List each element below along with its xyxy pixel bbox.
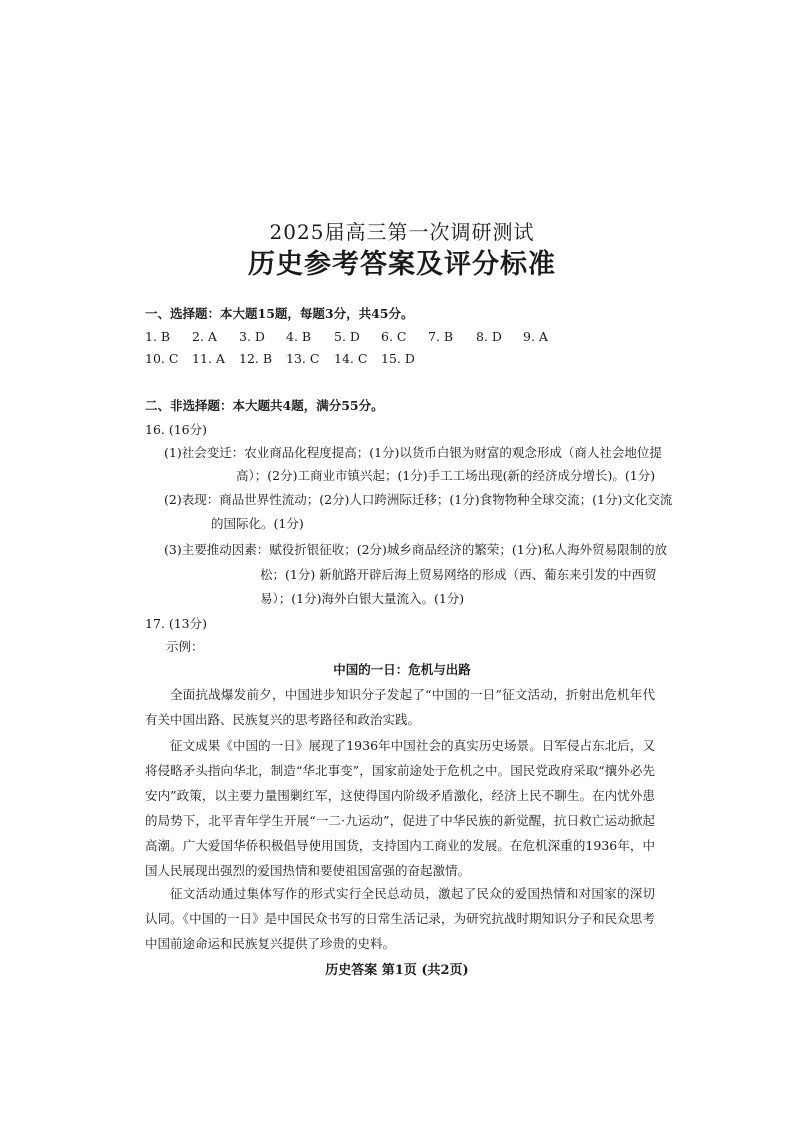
q17-label: 17. (13分) — [145, 616, 208, 631]
section1-heading: 一、选择题：本大题15题，每题3分，共45分。 — [145, 306, 414, 321]
answer-item: 6. C — [381, 329, 407, 344]
q16-part1-line2: 高）；(2分)工商业市镇兴起；(1分)手工工场出现(新的经济成分增长)。(1分) — [236, 468, 656, 483]
answer-item: 2. A — [192, 329, 217, 344]
q16-part1-line1: (1)社会变迁：农业商品化程度提高；(1分)以货币白银为财富的观念形成（商人社会地位提 — [164, 445, 662, 460]
q16-part3-line1: (3)主要推动因素：赋役折银征收；(2分)城乡商品经济的繁荣；(1分)私人海外贸易限制的放 — [164, 542, 668, 557]
answer-item: 4. B — [286, 329, 312, 344]
answer-item: 11. A — [192, 351, 225, 366]
answer-item: 9. A — [523, 329, 548, 344]
exam-title: 2025届高三第一次调研测试 — [269, 220, 535, 244]
q16-label: 16. (16分) — [145, 422, 208, 437]
answer-item: 13. C — [286, 351, 320, 366]
essay-title: 中国的一日：危机与出路 — [333, 662, 471, 677]
answer-item: 14. C — [334, 351, 368, 366]
answer-item: 8. D — [476, 329, 502, 344]
answer-item: 10. C — [145, 351, 179, 366]
answer-item: 12. B — [239, 351, 273, 366]
answer-item: 1. B — [145, 329, 171, 344]
answer-item: 5. D — [334, 329, 360, 344]
section2-heading: 二、非选择题：本大题共4题，满分55分。 — [145, 398, 384, 413]
q17-example-label: 示例： — [166, 639, 204, 654]
q16-part2-line1: (2)表现：商品世界性流动；(2分)人口跨洲际迁移；(1分)食物物种全球交流；(1分)文化交流 — [164, 492, 673, 507]
answer-item: 7. B — [428, 329, 454, 344]
answer-item: 3. D — [239, 329, 265, 344]
q16-part2-line2: 的国际化。(1分) — [211, 516, 304, 531]
essay-paragraph-3: 征文活动通过集体写作的形式实行全民总动员，激起了民众的爱国热情和对国家的深切认同。《中国的一日》是中国民众书写的日常生活记录，为研究抗战时期知识分子和民众思考中国前途命运和民族复兴提供了珍贵的史料。 — [145, 886, 655, 951]
q16-part3-line2: 松；(1分) 新航路开辟后海上贸易网络的形成（西、葡东来引发的中西贸 — [260, 567, 657, 582]
document-title: 历史参考答案及评分标准 — [248, 249, 556, 280]
page-footer: 历史答案 第1页 (共2页) — [325, 963, 469, 978]
answer-item: 15. D — [381, 351, 415, 366]
essay-paragraph-1: 全面抗战爆发前夕，中国进步知识分子发起了“中国的一日”征文活动，折射出危机年代有关中国出路、民族复兴的思考路径和政治实践。 — [145, 687, 655, 727]
essay-paragraph-2: 征文成果《中国的一日》展现了1936年中国社会的真实历史场景。日军侵占东北后，又将侵略矛头指向华北，制造“华北事变”，国家前途处于危机之中。国民党政府采取“攘外必先安内”政策，以主要力量围剿红军，这使得国内阶级矛盾激化，经济上民不聊生。在内忧外患的局势下，北平青年学生开展“一二·九运动”，促进了中华民族的新觉醒，抗日救亡运动掀起高潮。广大爱国华侨积极倡导使用国货，支持国内工商业的发展。在危机深重的1936年，中国人民展现出强烈的爱国热情和要使祖国富强的奋起激情。 — [145, 738, 655, 878]
q16-part3-line3: 易）；(1分)海外白银大量流入。(1分) — [260, 591, 465, 606]
